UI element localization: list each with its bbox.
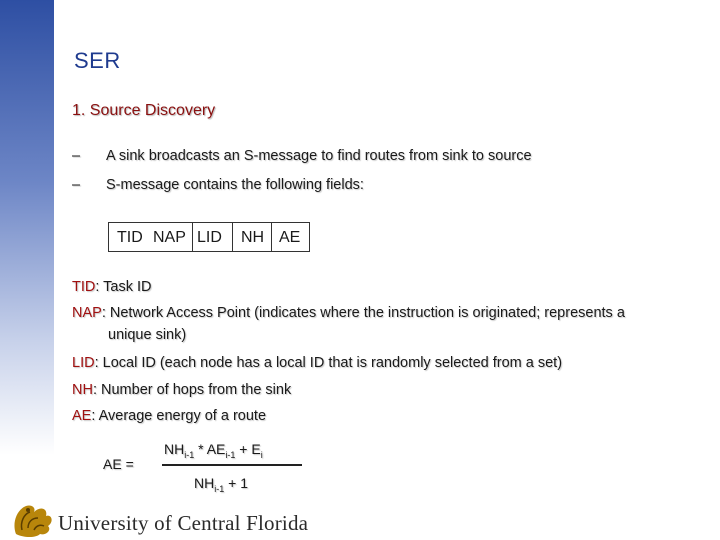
definition-lid: LID: Local ID (each node has a local ID that is randomly selected from a set) [72, 355, 563, 371]
slide-title: SER [74, 48, 121, 73]
formula-denominator: $NH_{i-1} + 1$ [194, 475, 248, 494]
formula-lhs: AE = [103, 456, 134, 472]
field-tid: TID [117, 229, 143, 246]
field-ae: AE [279, 229, 301, 246]
section-heading: 1. Source Discovery [72, 102, 216, 119]
definition-nap-continued: unique sink) [108, 327, 187, 343]
bullet-text: A sink broadcasts an S-message to find routes from sink to source [106, 148, 532, 164]
bullet-dash: – [72, 148, 81, 164]
fraction-bar [162, 464, 302, 466]
definition-nap: NAP: Network Access Point (indicates where the instruction is originated; represents a [72, 305, 625, 321]
field-nh: NH [241, 229, 265, 246]
definition-nh: NH: Number of hops from the sink [72, 382, 292, 398]
field-separator [271, 223, 272, 251]
bullet-text: S-message contains the following fields: [106, 177, 364, 193]
field-separator [192, 223, 193, 251]
definition-tid: TID: Task ID [72, 279, 152, 295]
definition-ae: AE: Average energy of a route [72, 408, 267, 424]
bullet-dash: – [72, 177, 81, 193]
field-separator [232, 223, 233, 251]
field-nap: NAP [153, 229, 186, 246]
message-fields-box [108, 222, 310, 252]
university-name: University of Central Florida [58, 511, 309, 535]
formula-numerator: $NH_{i-1} * AE_{i-1} + E_i$ [164, 441, 263, 460]
field-lid: LID [197, 229, 222, 246]
side-accent-bar [0, 0, 54, 455]
